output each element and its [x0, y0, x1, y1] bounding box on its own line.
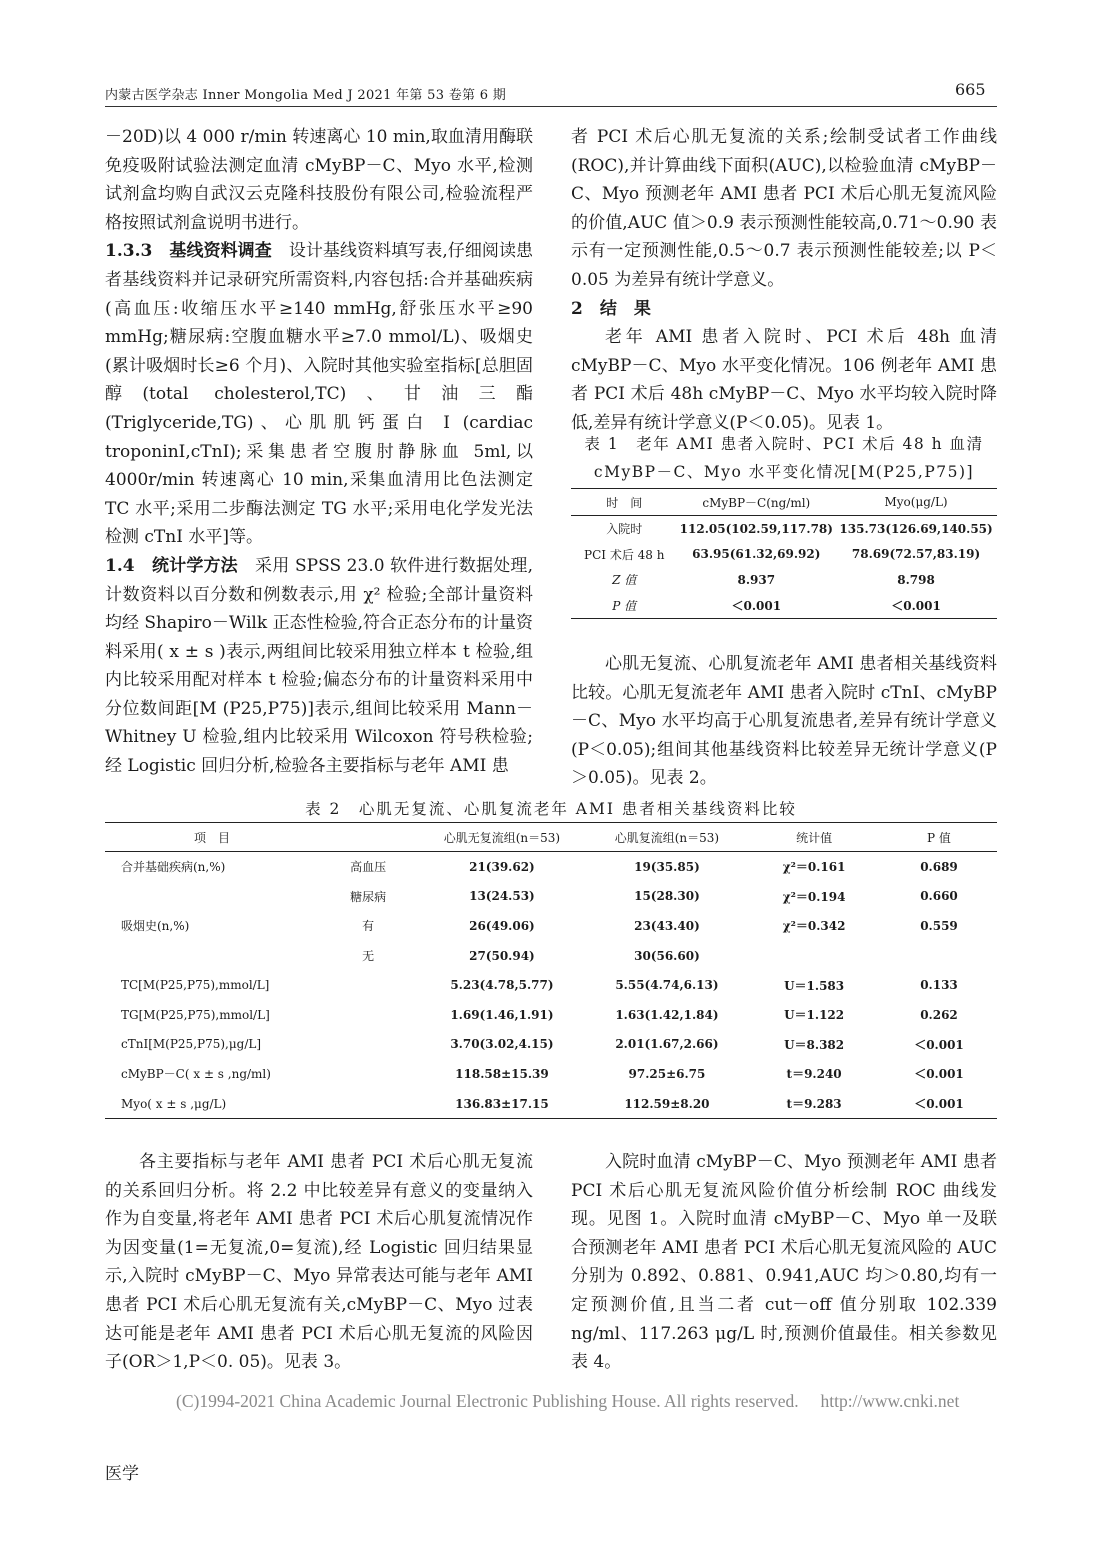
table-cell: 118.58±15.39: [455, 1066, 549, 1081]
table-cell: Z 值: [612, 573, 637, 588]
table-cell: [105, 941, 319, 971]
table1-caption-line2: cMyBP－C、Myo 水平变化情况[M(P25,P75)]: [593, 463, 975, 481]
table-cell: ＜0.001: [731, 598, 782, 613]
table-header: 时 间: [571, 489, 678, 516]
table-cell: U＝1.122: [784, 1008, 845, 1023]
table-cell: 135.73(126.69,140.55): [839, 521, 993, 536]
table-row: [105, 911, 997, 941]
table-cell: cMyBP－C( x ± s ,ng/ml): [121, 1067, 271, 1082]
table-cell: ＜0.001: [891, 598, 941, 613]
right-column-bottom: [571, 1148, 997, 1377]
table-cell: ＜0.001: [914, 1067, 964, 1082]
table-cell: [319, 1059, 417, 1089]
table-cell: 高血压: [350, 860, 387, 875]
table-cell: 1.63(1.42,1.84): [615, 1007, 719, 1022]
table-cell: 0.559: [920, 918, 958, 933]
regression-paragraph: 各主要指标与老年 AMI 患者 PCI 术后心肌无复流的关系回归分析。将 2.2 中比较差异有意义的变量纳入作为自变量,将老年 AMI 患者 PCI 术后心肌复流情况作为因变量(1=无复流,0=复流),经 Logistic 回归结果显示,入院时 cMyBP－C、Myo 异常表达可能与老年 AMI 患者 PCI 术后心肌无复流有关,cMyBP－C、Myo 过表达可能是老年 AMI 患者 PCI 术后心肌无复流的风险因子(OR＞1,P＜0. 05)。见表 3。: [105, 1152, 533, 1373]
table-cell: 112.05(102.59,117.78): [679, 521, 833, 536]
table-cell: 15(28.30): [634, 889, 700, 904]
table-cell: χ²＝0.161: [782, 860, 846, 875]
table-cell: χ²＝0.194: [782, 889, 846, 904]
table1: [571, 488, 997, 619]
results-paragraph: 老年 AMI 患者入院时、PCI 术后 48h 血清 cMyBP－C、Myo 水平变化情况。106 例老年 AMI 患者 PCI 术后 48h cMyBP－C、Myo 水平均较入院时降低,差异有统计学意义(P＜0.05)。见表 1。: [571, 327, 997, 433]
table-row: [105, 852, 997, 882]
section-1-4: [105, 552, 533, 781]
header-rule: [105, 106, 997, 107]
table-row: [105, 1000, 997, 1030]
table-cell: TG[M(P25,P75),mmol/L]: [121, 1007, 270, 1022]
table-cell: [881, 941, 997, 971]
table-header: P 值: [881, 823, 997, 852]
table-cell: cTnI[M(P25,P75),μg/L]: [121, 1037, 262, 1052]
footer-label: 医学: [105, 1464, 139, 1484]
table-cell: 136.83±17.15: [455, 1096, 549, 1111]
table-cell: t＝9.240: [786, 1067, 842, 1082]
table-cell: 26(49.06): [469, 918, 535, 933]
table-cell: t＝9.283: [786, 1097, 842, 1112]
table-cell: 合并基础疾病(n,%): [121, 860, 226, 875]
running-header: 内蒙古医学杂志 Inner Mongolia Med J 2021 年第 53 卷第 6 期: [105, 88, 507, 103]
table-cell: [319, 1089, 417, 1119]
left-column-bottom: [105, 1148, 533, 1377]
table-cell: 21(39.62): [469, 859, 535, 874]
right-column-mid: [571, 650, 997, 793]
table-cell: 无: [362, 949, 375, 964]
table-cell: 13(24.53): [469, 889, 535, 904]
table-cell: 63.95(61.32,69.92): [692, 547, 821, 562]
table-cell: PCI 术后 48 h: [584, 547, 665, 562]
table-cell: ＜0.001: [914, 1037, 964, 1052]
table-cell: 0.660: [920, 889, 958, 904]
table-header: cMyBP－C(ng/ml): [678, 489, 836, 516]
table-cell: 3.70(3.02,4.15): [450, 1037, 554, 1052]
table-cell: 78.69(72.57,83.19): [851, 547, 981, 562]
table-row: [105, 970, 997, 1000]
table-cell: 糖尿病: [350, 889, 387, 904]
page-number: 665: [955, 80, 986, 99]
table-row: [105, 1030, 997, 1060]
methods-paragraph: －20D)以 4 000 r/min 转速离心 10 min,取血清用酶联免疫吸附试验法测定血清 cMyBP－C、Myo 水平,检测试剂盒均购自武汉云克隆科技股份有限公司,检验流程严格按照试剂盒说明书进行。: [105, 127, 533, 233]
table-cell: 19(35.85): [634, 859, 700, 874]
table-cell: [319, 970, 417, 1000]
table-header: 项 目: [105, 823, 319, 852]
table2: [105, 822, 997, 1119]
table-header: Myo(μg/L): [835, 489, 997, 516]
table-header-row: [105, 823, 997, 852]
table-row: [105, 1059, 997, 1089]
section-text: 采用 SPSS 23.0 软件进行数据处理,计数资料以百分数和例数表示,用 χ² 检验;全部计量资料均经 Shapiro－Wilk 正态性检验,符合正态分布的计量资料采用( x ± s )表示,两组间比较采用独立样本 t 检验,组内比较采用配对样本 t 检验;偏态分布的计量资料采用中分位数间距[M (P25,P75)]表示,组间比较采用 Mann－Whitney U 检验,组内比较采用 Wilcoxon 符号秩检验;经 Logistic 回归分析,检验各主要指标与老年 AMI 患: [105, 555, 534, 777]
table-cell: 0.689: [920, 859, 958, 874]
table-cell: [105, 882, 319, 912]
table2-caption: 表 2 心肌无复流、心肌复流老年 AMI 患者相关基线资料比较: [305, 800, 797, 818]
table-cell: χ²＝0.342: [782, 919, 846, 934]
table-cell: U＝8.382: [784, 1037, 845, 1052]
table-cell: TC[M(P25,P75),mmol/L]: [121, 978, 270, 993]
section-1-3-3: [105, 237, 533, 552]
section-text: 设计基线资料填写表,仔细阅读患者基线资料并记录研究所需资料,内容包括:合并基础疾病(高血压:收缩压水平≥140 mmHg,舒张压水平≥90 mmHg;糖尿病:空腹血糖水平≥7.0 mmol/L)、吸烟史(累计吸烟时长≥6 个月)、入院时其他实验室指标[总胆固醇(total cholesterol,TC)、甘油三酯(Triglyceride,TG)、心肌肌钙蛋白 I (cardiac troponinI,cTnI);采集患者空腹肘静脉血 5ml,以 4000r/min 转速离心 10 min,采集血清用比色法测定 TC 水平;采用二步酶法测定 TG 水平;采用电化学发光法检测 cTnI 水平]等。: [105, 241, 533, 548]
table-cell: 23(43.40): [634, 918, 700, 933]
table-cell: Myo( x ± s ,μg/L): [121, 1096, 227, 1111]
table-row: [105, 941, 997, 971]
table1-caption-line1: 表 1 老年 AMI 患者入院时、PCI 术后 48 h 血清: [584, 435, 984, 453]
table-cell: [319, 1000, 417, 1030]
table-row: [571, 593, 997, 619]
table-cell: [319, 1030, 417, 1060]
table-cell: U＝1.583: [784, 978, 845, 993]
table-cell: 30(56.60): [634, 948, 700, 963]
table-cell: 有: [362, 919, 375, 934]
table-cell: 入院时: [606, 522, 643, 537]
section-heading: 1.3.3 基线资料调查: [105, 241, 272, 262]
table-header: 心肌无复流组(n＝53): [417, 823, 586, 852]
table-cell: 97.25±6.75: [628, 1066, 706, 1081]
table-cell: 5.55(4.74,6.13): [615, 978, 719, 993]
table-cell: 8.798: [897, 572, 935, 587]
baseline-comparison-paragraph: 心肌无复流、心肌复流老年 AMI 患者相关基线资料比较。心肌无复流老年 AMI 患者入院时 cTnI、cMyBP－C、Myo 水平均高于心肌复流患者,差异有统计学意义(P＜0.05);组间其他基线资料比较差异无统计学意义(P＞0.05)。见表 2。: [571, 654, 997, 789]
table-row: [105, 882, 997, 912]
table-row: [571, 516, 997, 542]
table-header: 心肌复流组(n＝53): [587, 823, 748, 852]
left-column: [105, 123, 533, 781]
table-cell: [747, 941, 881, 971]
table-cell: 吸烟史(n,%): [121, 919, 190, 934]
table-cell: 8.937: [737, 572, 776, 587]
right-column: [571, 123, 997, 438]
table-cell: 112.59±8.20: [624, 1096, 710, 1111]
table1-caption: [571, 430, 997, 486]
table-row: [571, 542, 997, 568]
results-heading: 2 结 果: [571, 298, 651, 319]
table-cell: ＜0.001: [914, 1097, 964, 1112]
table-cell: 27(50.94): [469, 948, 535, 963]
table-row: [571, 567, 997, 593]
table-row: [105, 1089, 997, 1119]
table-header: 统计值: [747, 823, 881, 852]
methods-continued: 者 PCI 术后心肌无复流的关系;绘制受试者工作曲线(ROC),并计算曲线下面积(AUC),以检验血清 cMyBP－C、Myo 预测老年 AMI 患者 PCI 术后心肌无复流风险的价值,AUC 值＞0.9 表示预测性能较高,0.71～0.90 表示有一定预测性能,0.5～0.7 表示预测性能较差;以 P＜0.05 为差异有统计学意义。: [571, 127, 997, 290]
table-cell: 2.01(1.67,2.66): [615, 1037, 719, 1052]
table-header-row: [571, 489, 997, 516]
table-header: [319, 823, 417, 852]
table-cell: P 值: [612, 598, 637, 613]
roc-paragraph: 入院时血清 cMyBP－C、Myo 预测老年 AMI 患者 PCI 术后心肌无复流风险价值分析绘制 ROC 曲线发现。见图 1。入院时血清 cMyBP－C、Myo 单一及联合预测老年 AMI 患者 PCI 术后心肌无复流风险的 AUC 分别为 0.892、0.881、0.941,AUC 均＞0.80,均有一定预测价值,且当二者 cut－off 值分别取 102.339 ng/ml、117.263 μg/L 时,预测价值最佳。相关参数见表 4。: [571, 1152, 997, 1373]
copyright-watermark: (C)1994-2021 China Academic Journal Electronic Publishing House. All rights reserved. http://www.cnki.net: [176, 1391, 960, 1411]
table-cell: 5.23(4.78,5.77): [450, 978, 554, 993]
table-cell: 0.262: [920, 1007, 958, 1022]
table-cell: 1.69(1.46,1.91): [450, 1007, 554, 1022]
section-heading: 1.4 统计学方法: [105, 555, 238, 576]
table-cell: 0.133: [920, 978, 958, 993]
